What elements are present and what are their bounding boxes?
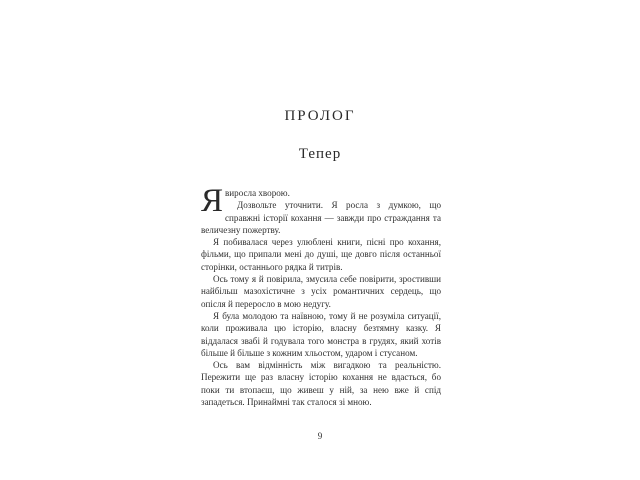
drop-cap: Я [201,183,224,219]
chapter-title: ПРОЛОГ [284,108,356,124]
chapter-body [201,183,441,408]
paragraph-6: Ось вам відмінність між вигадкою та реальністю. Пережити ще раз власну історію кохання не вдасться, бо поки ти втопаєш, що живеш у ній, за нею вже й спід западеться. Принаймні так сталося зі мною. [201,360,441,408]
paragraph-2: Дозвольте уточнити. Я росла з думкою, що справжні історії кохання — завжди про страждання та величезну пожертву. [201,200,441,235]
paragraph-5: Я була молодою та наївною, тому й не розуміла ситуації, коли проживала цю історію, власну безтямну казку. Я віддалася звабі й годувала того монстра в грудях, який хотів більше й більше з кожним хльостом, ударом і стусаном. [201,310,441,358]
paragraph-1-text: виросла хворою. [225,188,290,198]
paragraph-3: Я побивалася через улюблені книги, пісні про кохання, фільми, що припали мені до душі, ще довго після останньої сторінки, останнього рядка й титрів. [201,237,441,272]
paragraph-4: Ось тому я й повірила, змусила себе повірити, зростивши найбільш мазохістичне з усіх романтичних сердець, що опісля й переросло в мою недугу. [201,274,441,309]
chapter-subtitle: Тепер [298,146,342,162]
page-number: 9 [317,431,323,441]
